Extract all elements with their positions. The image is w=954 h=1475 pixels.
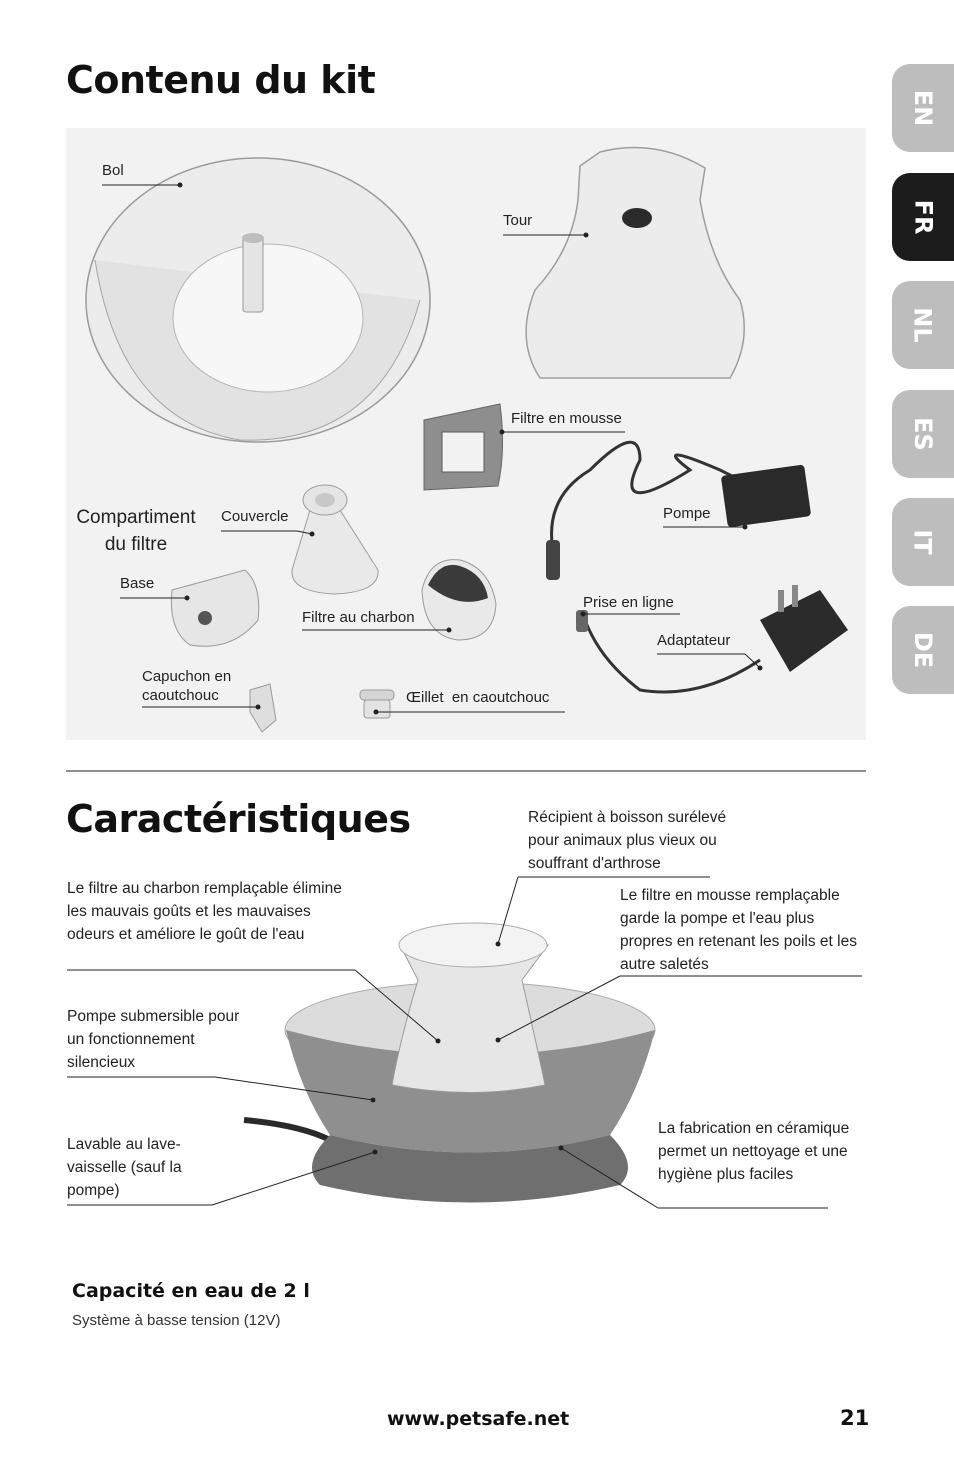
tower-image xyxy=(526,148,744,378)
label-bol: Bol xyxy=(102,162,124,179)
bowl-image xyxy=(86,158,430,442)
tab-nl-label: NL xyxy=(908,307,937,343)
tab-nl[interactable] xyxy=(892,281,954,369)
feature-ceramique: La fabrication en céramique permet un nettoyage et une hygiène plus faciles xyxy=(658,1120,850,1183)
tab-en-label: EN xyxy=(908,89,937,127)
feature-charbon: Le filtre au charbon remplaçable élimine les mauvais goûts et les mauvaises odeurs et améliore le goût de l'eau xyxy=(67,880,342,943)
label-adaptateur: Adaptateur xyxy=(657,632,731,649)
pump-plug xyxy=(546,540,560,580)
pump-image xyxy=(721,464,811,527)
capacity-subtitle: Système à basse tension (12V) xyxy=(72,1312,281,1329)
fountain-image xyxy=(244,923,655,1203)
foam-filter-image xyxy=(424,404,503,490)
features-title: Caractéristiques xyxy=(66,797,411,841)
feature-mousse: Le filtre en mousse remplaçable garde la pompe et l'eau plus propres en retenant les poils et les autre saletés xyxy=(620,887,857,973)
label-tour: Tour xyxy=(503,212,533,229)
feature-recipient: Récipient à boisson surélevé pour animaux plus vieux ou souffrant d'arthrose xyxy=(528,809,727,872)
label-couvercle: Couvercle xyxy=(221,508,289,525)
kit-title: Contenu du kit xyxy=(66,58,376,102)
tab-fr-label: FR xyxy=(909,199,937,235)
label-base: Base xyxy=(120,575,155,592)
capacity-title: Capacité en eau de 2 l xyxy=(72,1280,310,1302)
tab-es[interactable] xyxy=(892,390,954,478)
page-number: 21 xyxy=(840,1406,870,1430)
rubber-cap-image xyxy=(250,684,276,732)
tab-es-label: ES xyxy=(909,417,937,451)
feature-lavable: Lavable au lave-vaisselle (sauf la pompe) xyxy=(67,1136,182,1199)
pump-cable xyxy=(552,442,740,560)
base-image xyxy=(171,570,258,646)
tab-de[interactable] xyxy=(892,606,954,694)
label-compartiment: Compartiment du filtre xyxy=(76,507,196,555)
cover-image xyxy=(292,485,378,594)
tab-it-label: IT xyxy=(909,529,937,555)
charcoal-filter-image xyxy=(422,560,496,640)
tab-en[interactable] xyxy=(892,64,954,152)
label-oeillet: Œillet en caoutchouc xyxy=(406,689,550,706)
label-filtre-charbon: Filtre au charbon xyxy=(302,609,415,626)
label-prise: Prise en ligne xyxy=(583,594,674,611)
tab-de-label: DE xyxy=(908,631,937,669)
tab-it[interactable] xyxy=(892,498,954,586)
footer-url[interactable]: www.petsafe.net xyxy=(387,1408,570,1430)
label-pompe: Pompe xyxy=(663,505,711,522)
feature-pompe: Pompe submersible pour un fonctionnement silencieux xyxy=(67,1008,240,1071)
label-filtre-mousse: Filtre en mousse xyxy=(511,410,622,427)
label-capuchon: Capuchon en caoutchouc xyxy=(142,668,232,704)
tab-fr[interactable] xyxy=(892,173,954,261)
